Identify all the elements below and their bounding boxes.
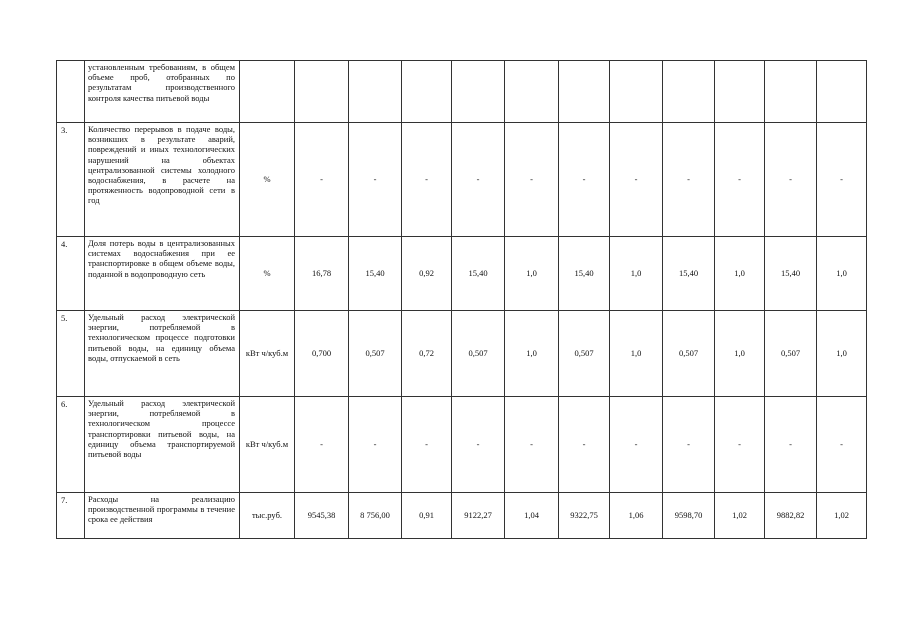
value-cell: - bbox=[295, 123, 349, 237]
value-cell bbox=[817, 61, 867, 123]
indicators-table bbox=[56, 60, 867, 539]
table-row bbox=[57, 61, 867, 123]
value-cell: - bbox=[610, 123, 663, 237]
value-cell: - bbox=[349, 123, 402, 237]
table-row bbox=[57, 493, 867, 539]
indicator-description: Удельный расход электрической энергии, потребляемой в технологическом процессе транспортировки питьевой воды, на единицу объема транспортируемой питьевой воды bbox=[85, 397, 240, 493]
table-row bbox=[57, 237, 867, 311]
row-number: 6. bbox=[57, 397, 85, 493]
row-number: 4. bbox=[57, 237, 85, 311]
value-cell: 0,507 bbox=[349, 311, 402, 397]
value-cell: - bbox=[402, 397, 452, 493]
value-cell: - bbox=[505, 397, 559, 493]
value-cell: 15,40 bbox=[765, 237, 817, 311]
value-cell bbox=[452, 61, 505, 123]
unit-cell: тыс.руб. bbox=[240, 493, 295, 539]
value-cell: 0,72 bbox=[402, 311, 452, 397]
indicator-description: Количество перерывов в подаче воды, возникших в результате аварий, повреждений и иных технологических нарушений на объектах централизованной системы холодного водоснабжения, в расчете на протяженность водопроводной сети в год bbox=[85, 123, 240, 237]
value-cell: - bbox=[505, 123, 559, 237]
value-cell: 0,507 bbox=[765, 311, 817, 397]
value-cell: - bbox=[715, 397, 765, 493]
value-cell: 1,02 bbox=[715, 493, 765, 539]
value-cell bbox=[765, 61, 817, 123]
value-cell: 9545,38 bbox=[295, 493, 349, 539]
value-cell: - bbox=[663, 123, 715, 237]
value-cell: 8 756,00 bbox=[349, 493, 402, 539]
value-cell: - bbox=[765, 397, 817, 493]
row-number: 7. bbox=[57, 493, 85, 539]
table-row bbox=[57, 123, 867, 237]
row-number bbox=[57, 61, 85, 123]
value-cell: 1,0 bbox=[505, 311, 559, 397]
unit-cell: % bbox=[240, 237, 295, 311]
row-number: 5. bbox=[57, 311, 85, 397]
value-cell: - bbox=[559, 123, 610, 237]
value-cell: 1,0 bbox=[610, 237, 663, 311]
value-cell: 1,02 bbox=[817, 493, 867, 539]
value-cell: 1,0 bbox=[505, 237, 559, 311]
value-cell: 9882,82 bbox=[765, 493, 817, 539]
indicator-description: Удельный расход электрической энергии, потребляемой в технологическом процессе подготовки питьевой воды, на единицу объема воды, отпускаемой в сеть bbox=[85, 311, 240, 397]
indicator-description: установленным требованиям, в общем объеме проб, отобранных по результатам производственного контроля качества питьевой воды bbox=[85, 61, 240, 123]
value-cell: - bbox=[452, 397, 505, 493]
value-cell: - bbox=[610, 397, 663, 493]
table-body bbox=[57, 61, 867, 539]
table-row bbox=[57, 311, 867, 397]
value-cell: 15,40 bbox=[559, 237, 610, 311]
value-cell: - bbox=[817, 123, 867, 237]
value-cell: 15,40 bbox=[349, 237, 402, 311]
value-cell: 1,0 bbox=[715, 311, 765, 397]
value-cell: 9322,75 bbox=[559, 493, 610, 539]
value-cell: 1,06 bbox=[610, 493, 663, 539]
indicator-description: Расходы на реализацию производственной программы в течение срока ее действия bbox=[85, 493, 240, 539]
value-cell: - bbox=[817, 397, 867, 493]
value-cell: - bbox=[765, 123, 817, 237]
value-cell: - bbox=[559, 397, 610, 493]
unit-cell: кВт ч/куб.м bbox=[240, 311, 295, 397]
value-cell: - bbox=[715, 123, 765, 237]
value-cell: 1,0 bbox=[817, 237, 867, 311]
value-cell bbox=[715, 61, 765, 123]
value-cell: 0,507 bbox=[452, 311, 505, 397]
value-cell: - bbox=[402, 123, 452, 237]
value-cell: 0,700 bbox=[295, 311, 349, 397]
value-cell: 9122,27 bbox=[452, 493, 505, 539]
indicator-description: Доля потерь воды в централизованных системах водоснабжения при ее транспортировке в общем объеме воды, поданной в водопроводную сеть bbox=[85, 237, 240, 311]
unit-cell: кВт ч/куб.м bbox=[240, 397, 295, 493]
value-cell: - bbox=[349, 397, 402, 493]
value-cell: 0,91 bbox=[402, 493, 452, 539]
value-cell bbox=[663, 61, 715, 123]
value-cell: 0,507 bbox=[663, 311, 715, 397]
value-cell: - bbox=[295, 397, 349, 493]
value-cell: 15,40 bbox=[663, 237, 715, 311]
value-cell bbox=[559, 61, 610, 123]
row-number: 3. bbox=[57, 123, 85, 237]
value-cell: - bbox=[663, 397, 715, 493]
value-cell: 1,0 bbox=[610, 311, 663, 397]
value-cell bbox=[402, 61, 452, 123]
value-cell: 0,92 bbox=[402, 237, 452, 311]
value-cell: 0,507 bbox=[559, 311, 610, 397]
value-cell: 16,78 bbox=[295, 237, 349, 311]
unit-cell bbox=[240, 61, 295, 123]
value-cell: 1,04 bbox=[505, 493, 559, 539]
value-cell bbox=[610, 61, 663, 123]
value-cell: 9598,70 bbox=[663, 493, 715, 539]
value-cell: 15,40 bbox=[452, 237, 505, 311]
value-cell bbox=[349, 61, 402, 123]
unit-cell: % bbox=[240, 123, 295, 237]
table-row bbox=[57, 397, 867, 493]
value-cell: - bbox=[452, 123, 505, 237]
value-cell bbox=[295, 61, 349, 123]
value-cell: 1,0 bbox=[715, 237, 765, 311]
value-cell bbox=[505, 61, 559, 123]
value-cell: 1,0 bbox=[817, 311, 867, 397]
